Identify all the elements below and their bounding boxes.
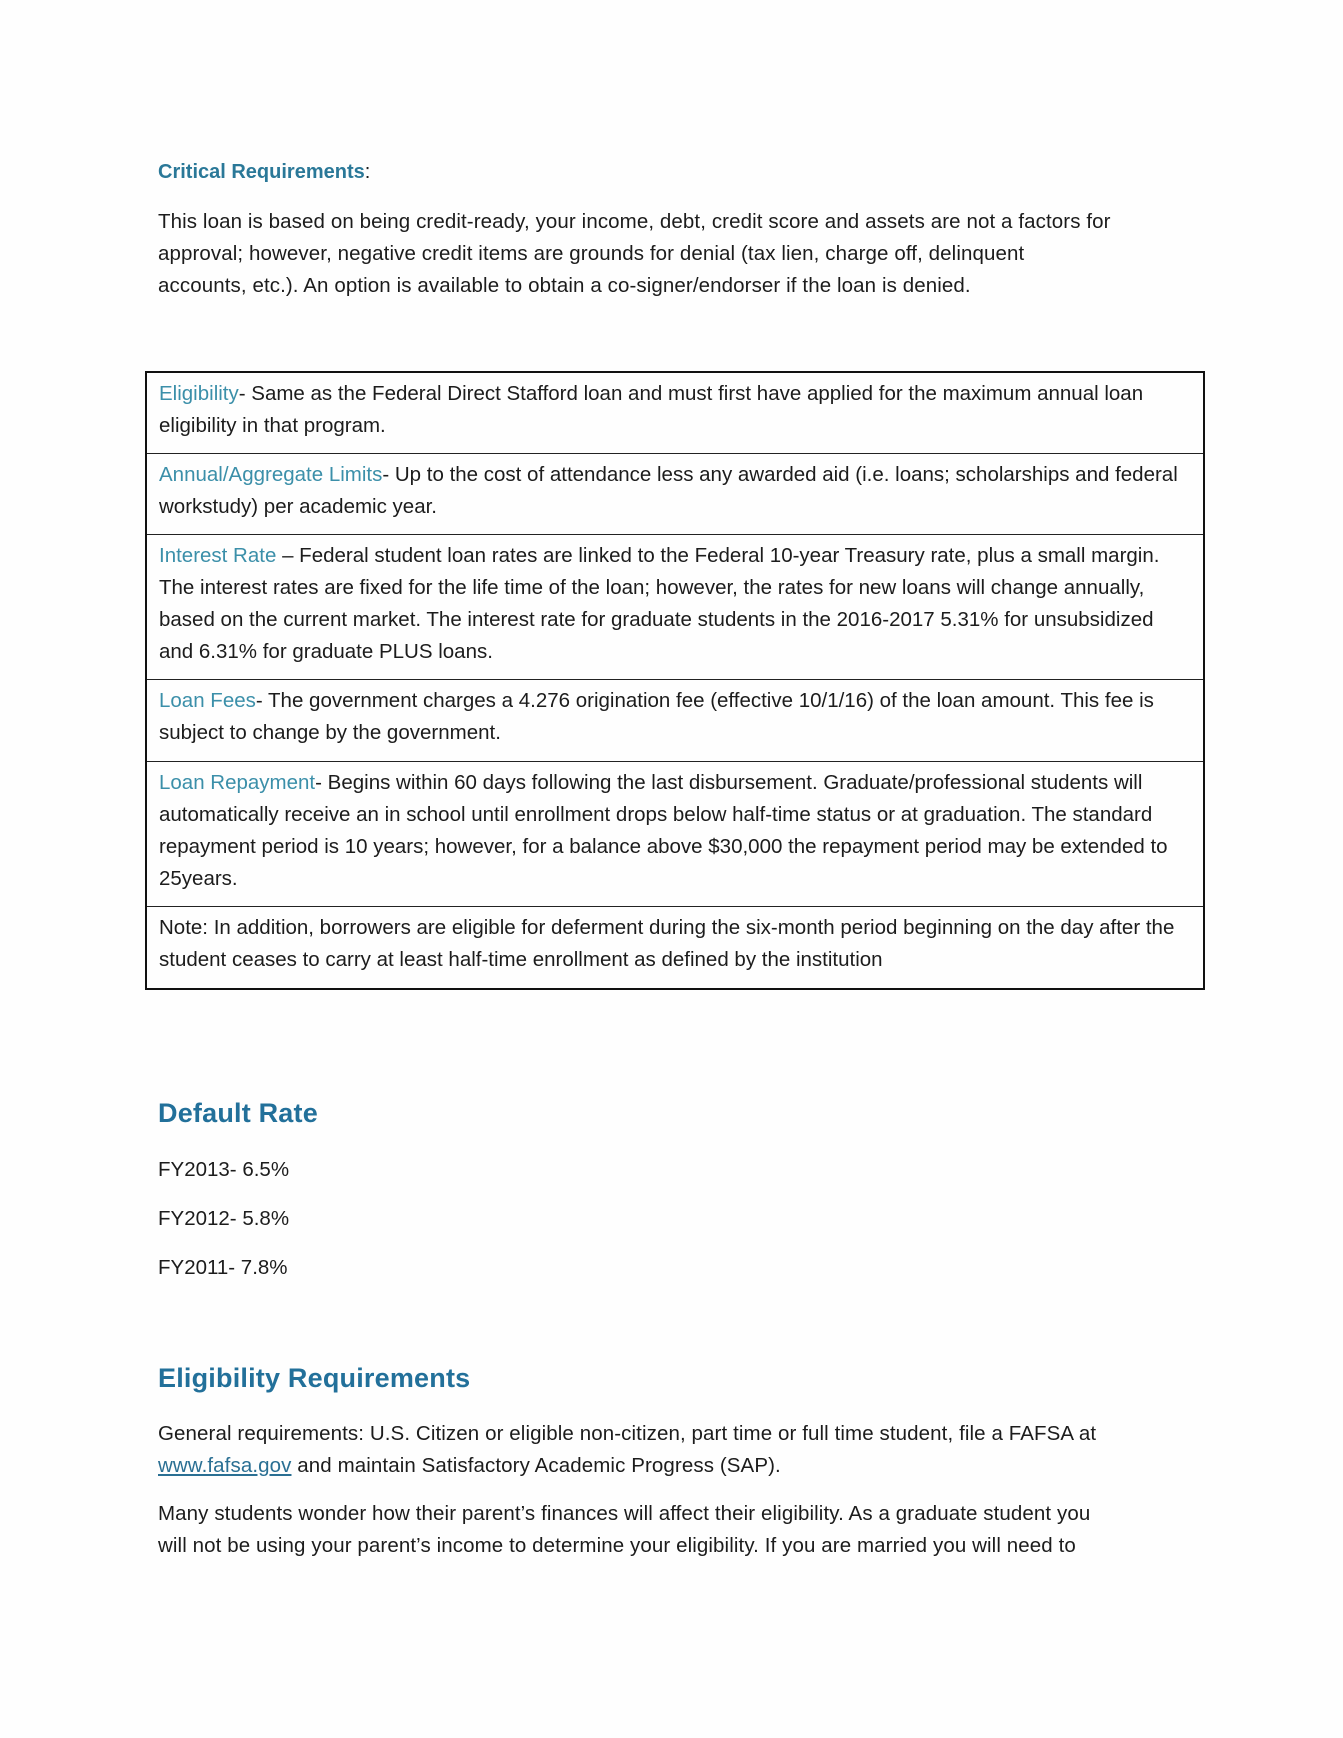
general-requirements-paragraph	[158, 1418, 1218, 1482]
table-row-eligibility	[146, 372, 1204, 453]
default-rate-item: FY2012- 5.8%	[158, 1207, 290, 1230]
default-rate-item: FY2011- 7.8%	[158, 1256, 288, 1279]
table-cell	[146, 453, 1204, 534]
table-cell	[146, 761, 1204, 906]
table-row-annual-limits	[146, 453, 1204, 534]
row-label: Loan Repayment	[159, 770, 316, 794]
row-label: Loan Fees	[159, 688, 256, 712]
table-row-loan-fees	[146, 679, 1204, 761]
default-rate-item: FY2013- 6.5%	[158, 1158, 290, 1181]
default-rate-heading: Default Rate	[158, 1098, 318, 1128]
critical-heading-text: Critical Requirements	[158, 161, 365, 183]
critical-requirements-heading	[158, 161, 370, 184]
paragraph-line: will not be using your parent’s income to determine your eligibility. If you are married you will need to	[158, 1534, 1076, 1557]
paragraph-line: This loan is based on being credit-ready, your income, debt, credit score and assets are not a factors for	[158, 210, 1111, 233]
table-cell	[146, 372, 1204, 453]
paragraph-line: General requirements: U.S. Citizen or eligible non-citizen, part time or full time student, file a FAFSA at	[158, 1422, 1097, 1445]
row-text: - Begins within 60 days following the last disbursement. Graduate/professional students will automatically receive an in school until enrollment drops below half-time status or at graduation. The standard repayment period is 10 years; however, for a balance above $30,000 the repayment period may be extended to 25years.	[159, 770, 1168, 890]
fafsa-link[interactable]: www.fafsa.gov	[158, 1454, 292, 1477]
row-text: - Same as the Federal Direct Stafford loan and must first have applied for the maximum annual loan eligibility in that program.	[159, 382, 1144, 437]
parent-finances-paragraph	[158, 1498, 1218, 1562]
paragraph-text: and maintain Satisfactory Academic Progress (SAP).	[291, 1454, 781, 1477]
table-row-interest-rate	[146, 534, 1204, 679]
loan-details-table	[145, 371, 1205, 990]
heading-colon: :	[364, 161, 371, 183]
table-cell	[146, 679, 1204, 761]
critical-requirements-paragraph	[158, 206, 1218, 302]
row-label: Eligibility	[159, 382, 239, 405]
paragraph-line: Many students wonder how their parent’s finances will affect their eligibility. As a graduate student you	[158, 1502, 1091, 1525]
row-text: - Up to the cost of attendance less any awarded aid (i.e. loans; scholarships and federal workstudy) per academic year.	[159, 462, 1178, 518]
table-cell	[146, 534, 1204, 679]
row-text: - The government charges a 4.276 origination fee (effective 10/1/16) of the loan amount. This fee is subject to change by the government.	[159, 688, 1154, 744]
row-label: Interest Rate	[159, 543, 277, 567]
table-row-note	[146, 906, 1204, 989]
table-row-loan-repayment	[146, 761, 1204, 906]
row-text: Note: In addition, borrowers are eligible for deferment during the six-month period beginning on the day after the student ceases to carry at least half-time enrollment as defined by the institution	[159, 915, 1175, 971]
paragraph-line: approval; however, negative credit items are grounds for denial (tax lien, charge off, delinquent	[158, 242, 1025, 265]
row-label: Annual/Aggregate Limits	[159, 462, 383, 486]
table-cell	[146, 906, 1204, 989]
eligibility-requirements-heading: Eligibility Requirements	[158, 1363, 471, 1393]
paragraph-line	[158, 1450, 1218, 1482]
row-text: – Federal student loan rates are linked to the Federal 10-year Treasury rate, plus a small margin. The interest rates are fixed for the life time of the loan; however, the rates for new loans will change annually, based on the current market. The interest rate for graduate students in the 2016-2017 5.31% for unsubsidized and 6.31% for graduate PLUS loans.	[159, 543, 1160, 663]
paragraph-line: accounts, etc.). An option is available to obtain a co-signer/endorser if the loan is denied.	[158, 274, 971, 297]
